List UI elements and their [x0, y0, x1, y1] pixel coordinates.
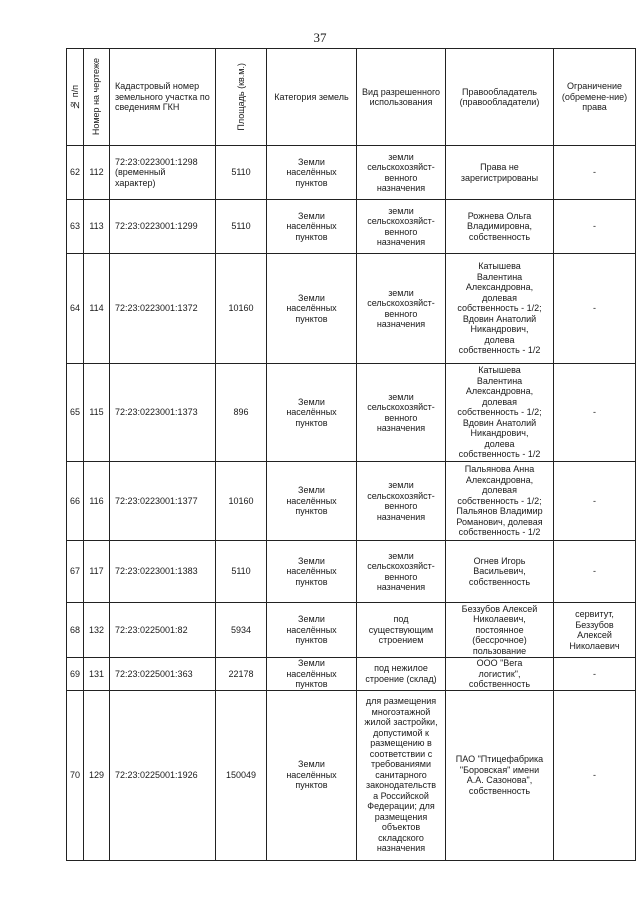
cell-drawing: 132	[84, 603, 110, 658]
cell-num: 68	[67, 603, 84, 658]
cell-cadastral: 72:23:0223001:1372	[110, 254, 216, 364]
cell-cadastral: 72:23:0223001:1299	[110, 200, 216, 254]
cell-area: 5110	[216, 200, 267, 254]
cell-restriction: -	[554, 541, 636, 603]
cell-area: 896	[216, 364, 267, 462]
header-drawing: Номер на чертеже	[84, 49, 110, 146]
cell-owner: Огнев Игорь Васильевич, собственность	[446, 541, 554, 603]
cell-cadastral: 72:23:0225001:82	[110, 603, 216, 658]
cell-owner: ООО "Вега логистик", собственность	[446, 658, 554, 691]
cell-num: 70	[67, 690, 84, 860]
cell-restriction: -	[554, 200, 636, 254]
cell-use: земли сельскохозяйст- венного назначения	[357, 364, 446, 462]
table-row	[67, 541, 636, 603]
table-row	[67, 690, 636, 860]
cell-owner: Пальянова Анна Александровна, долевая собственность - 1/2; Пальянов Владимир Романович, долевая собственность - 1/2	[446, 462, 554, 541]
cell-category: Земли населённых пунктов	[267, 658, 357, 691]
cell-area: 10160	[216, 254, 267, 364]
cell-use: земли сельскохозяйст- венного назначения	[357, 462, 446, 541]
header-area: Площадь (кв.м.)	[216, 49, 267, 146]
cell-restriction: -	[554, 658, 636, 691]
table-row	[67, 200, 636, 254]
cell-num: 63	[67, 200, 84, 254]
cell-num: 62	[67, 146, 84, 200]
cell-num: 66	[67, 462, 84, 541]
cell-num: 65	[67, 364, 84, 462]
cell-category: Земли населённых пунктов	[267, 541, 357, 603]
cell-restriction: сервитут, Беззубов Алексей Николаевич	[554, 603, 636, 658]
cell-cadastral: 72:23:0223001:1373	[110, 364, 216, 462]
cell-drawing: 114	[84, 254, 110, 364]
land-plots-table	[66, 48, 636, 861]
cell-restriction: -	[554, 690, 636, 860]
cell-category: Земли населённых пунктов	[267, 200, 357, 254]
cell-drawing: 113	[84, 200, 110, 254]
cell-cadastral: 72:23:0223001:1383	[110, 541, 216, 603]
header-use: Вид разрешенного использования	[357, 49, 446, 146]
cell-cadastral: 72:23:0225001:1926	[110, 690, 216, 860]
cell-category: Земли населённых пунктов	[267, 462, 357, 541]
cell-owner: ПАО "Птицефабрика "Боровская" имени А.А. Сазонова", собственность	[446, 690, 554, 860]
cell-use: земли сельскохозяйст- венного назначения	[357, 254, 446, 364]
header-category: Категория земель	[267, 49, 357, 146]
cell-category: Земли населённых пунктов	[267, 603, 357, 658]
cell-area: 150049	[216, 690, 267, 860]
cell-owner: Рожнева Ольга Владимировна, собственность	[446, 200, 554, 254]
cell-restriction: -	[554, 146, 636, 200]
cell-num: 67	[67, 541, 84, 603]
cell-area: 10160	[216, 462, 267, 541]
cell-drawing: 116	[84, 462, 110, 541]
cell-cadastral: 72:23:0223001:1298 (временный характер)	[110, 146, 216, 200]
cell-category: Земли населённых пунктов	[267, 254, 357, 364]
cell-drawing: 112	[84, 146, 110, 200]
cell-owner: Права не зарегистрированы	[446, 146, 554, 200]
cell-drawing: 117	[84, 541, 110, 603]
table-header-row	[67, 49, 636, 146]
cell-owner: Катышева Валентина Александровна, долевая собственность - 1/2; Вдовин Анатолий Никандрович, долева собственность - 1/2	[446, 254, 554, 364]
table-row	[67, 603, 636, 658]
cell-use: под нежилое строение (склад)	[357, 658, 446, 691]
cell-category: Земли населённых пунктов	[267, 364, 357, 462]
cell-owner: Катышева Валентина Александровна, долевая собственность - 1/2; Вдовин Анатолий Никандрович, долева собственность - 1/2	[446, 364, 554, 462]
header-cadastral: Кадастровый номер земельного участка по сведениям ГКН	[110, 49, 216, 146]
table-row	[67, 462, 636, 541]
cell-owner: Беззубов Алексей Николаевич, постоянное (бессрочное) пользование	[446, 603, 554, 658]
cell-area: 22178	[216, 658, 267, 691]
cell-drawing: 115	[84, 364, 110, 462]
cell-cadastral: 72:23:0223001:1377	[110, 462, 216, 541]
cell-category: Земли населённых пунктов	[267, 146, 357, 200]
cell-restriction: -	[554, 462, 636, 541]
cell-use: под существующим строением	[357, 603, 446, 658]
cell-num: 64	[67, 254, 84, 364]
cell-area: 5934	[216, 603, 267, 658]
header-num: № п/п	[67, 49, 84, 146]
cell-restriction: -	[554, 254, 636, 364]
cell-use: для размещения многоэтажной жилой застройки, допустимой к размещению в соответствии с требованиями санитарного законодательств а Российской Федерации; для размещения объектов складского назначения	[357, 690, 446, 860]
page-number: 37	[313, 30, 327, 45]
cell-restriction: -	[554, 364, 636, 462]
cell-drawing: 129	[84, 690, 110, 860]
header-owner: Правообладатель (правообладатели)	[446, 49, 554, 146]
table-row	[67, 364, 636, 462]
cell-use: земли сельскохозяйст- венного назначения	[357, 541, 446, 603]
cell-use: земли сельскохозяйст- венного назначения	[357, 200, 446, 254]
table-row	[67, 146, 636, 200]
cell-category: Земли населённых пунктов	[267, 690, 357, 860]
table-row	[67, 658, 636, 691]
cell-cadastral: 72:23:0225001:363	[110, 658, 216, 691]
header-restriction: Ограничение (обремене-ние) права	[554, 49, 636, 146]
cell-use: земли сельскохозяйст- венного назначения	[357, 146, 446, 200]
cell-num: 69	[67, 658, 84, 691]
cell-area: 5110	[216, 146, 267, 200]
cell-drawing: 131	[84, 658, 110, 691]
table-row	[67, 254, 636, 364]
cell-area: 5110	[216, 541, 267, 603]
